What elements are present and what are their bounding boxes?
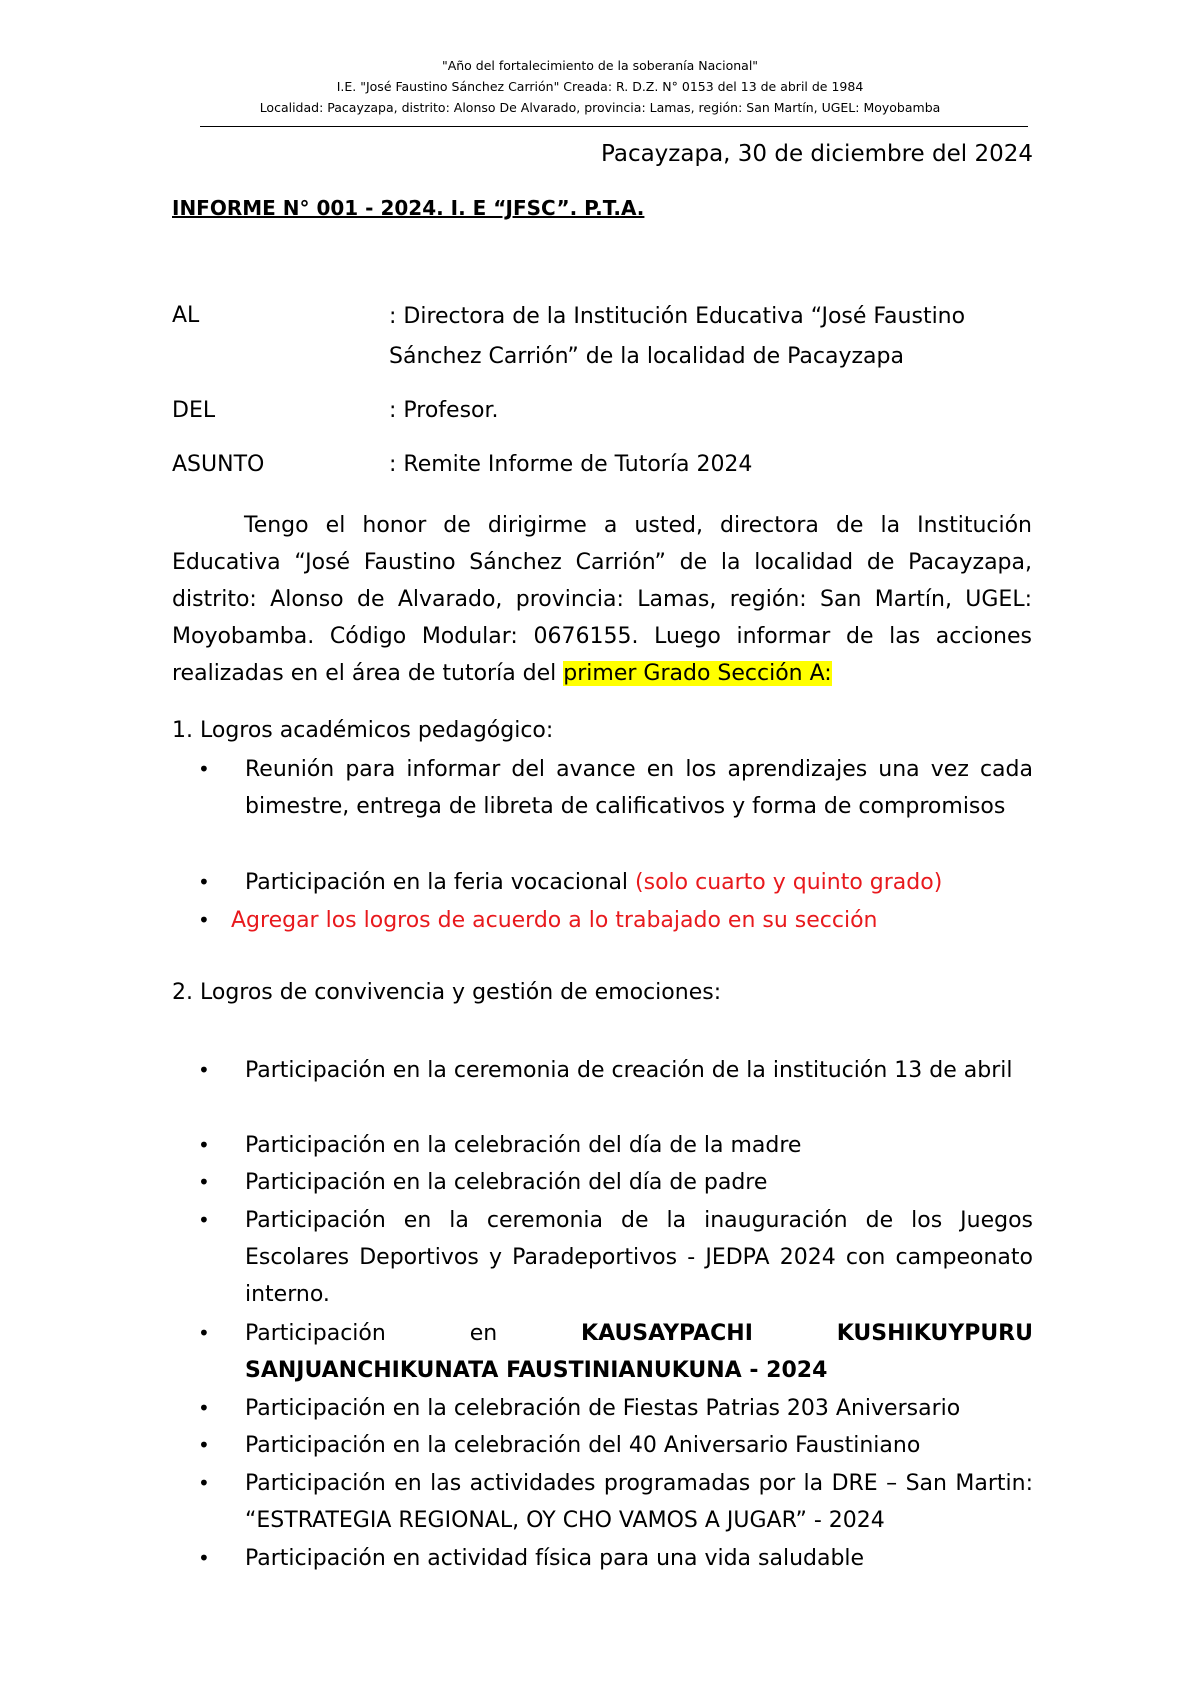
intro-text: Tengo el honor de dirigirme a usted, directora de la Institución Educativa “José Faustino Sánchez Carrión” de la localidad de Pacayzapa, distrito: Alonso de Alvarado, provincia: Lamas, región: San Martín, UGEL: Moyobamba. Código Modular: 0676155. Luego informar de las acciones realizadas en el área de tutoría del [172, 513, 1032, 686]
date-line: Pacayzapa, 30 de diciembre del 2024 [601, 141, 1033, 167]
asunto-value: : Remite Informe de Tutoría 2024 [389, 452, 753, 477]
bullet-icon: • [198, 1396, 210, 1420]
section2-item-5 [245, 1315, 1033, 1389]
del-value: : Profesor. [389, 398, 499, 423]
bullet-icon: • [198, 1433, 210, 1457]
al-value-line1: : Directora de la Institución Educativa “José Faustino [389, 304, 966, 329]
bullet-icon: • [198, 1170, 210, 1194]
item2-red-note: (solo cuarto y quinto grado) [635, 870, 943, 895]
header-institution: I.E. "José Faustino Sánchez Carrión" Creada: R. D.Z. N° 0153 del 13 de abril de 1984 [336, 79, 864, 94]
section1-item-3: Agregar los logros de acuerdo a lo trabajado en su sección [231, 908, 878, 933]
item5-line2: SANJUANCHIKUNATA FAUSTINIANUKUNA - 2024 [245, 1358, 828, 1383]
section1-item-1: Reunión para informar del avance en los aprendizajes una vez cada bimestre, entrega de libreta de calificativos y forma de compromisos [245, 757, 1033, 819]
bullet-icon: • [198, 757, 210, 781]
header-location: Localidad: Pacayzapa, distrito: Alonso De Alvarado, provincia: Lamas, región: San Martín, UGEL: Moyobamba [259, 100, 941, 115]
al-label: AL [172, 303, 200, 328]
section2-heading: 2. Logros de convivencia y gestión de emociones: [172, 980, 722, 1005]
al-value [389, 297, 1029, 377]
al-value-line2: Sánchez Carrión” de la localidad de Pacayzapa [389, 344, 904, 369]
bullet-icon: • [198, 870, 210, 894]
bullet-icon: • [198, 1546, 210, 1570]
bullet-icon: • [198, 1321, 210, 1345]
item5-word-a: Participación [245, 1321, 386, 1346]
section2-item-4: Participación en la ceremonia de la inauguración de los Juegos Escolares Deportivos y Paradeportivos - JEDPA 2024 con campeonato interno. [245, 1208, 1033, 1307]
section2-item-3: Participación en la celebración del día de padre [245, 1170, 768, 1195]
item5-word-b: en [469, 1321, 498, 1346]
header-year-motto: "Año del fortalecimiento de la soberanía Nacional" [441, 58, 759, 73]
bullet-icon: • [198, 908, 210, 932]
item2-text: Participación en la feria vocacional [245, 870, 636, 895]
section2-item-6: Participación en la celebración de Fiestas Patrias 203 Aniversario [245, 1396, 961, 1421]
item5-word-c: KAUSAYPACHI [581, 1321, 753, 1346]
item5-line1 [245, 1315, 1033, 1352]
section2-item-8: Participación en las actividades programadas por la DRE – San Martin: “ESTRATEGIA REGIONAL, OY CHO VAMOS A JUGAR” - 2024 [245, 1471, 1033, 1533]
item5-word-d: KUSHIKUYPURU [836, 1321, 1033, 1346]
asunto-label: ASUNTO [172, 452, 265, 477]
bullet-icon: • [198, 1471, 210, 1495]
section1-heading: 1. Logros académicos pedagógico: [172, 718, 554, 743]
bullet-icon: • [198, 1208, 210, 1232]
del-label: DEL [172, 398, 216, 423]
bullet-icon: • [198, 1133, 210, 1157]
intro-paragraph [172, 507, 1032, 692]
section2-item-2: Participación en la celebración del día de la madre [245, 1133, 802, 1158]
section2-item-7: Participación en la celebración del 40 Aniversario Faustiniano [245, 1433, 921, 1458]
section2-item-9: Participación en actividad física para una vida saludable [245, 1546, 865, 1571]
bullet-icon: • [198, 1058, 210, 1082]
header-divider [200, 126, 1028, 127]
section2-item-1: Participación en la ceremonia de creación de la institución 13 de abril [245, 1058, 1013, 1083]
section1-item-2 [245, 864, 1033, 901]
intro-highlight: primer Grado Sección A: [563, 661, 832, 686]
report-title: INFORME N° 001 - 2024. I. E “JFSC”. P.T.A. [172, 196, 645, 220]
